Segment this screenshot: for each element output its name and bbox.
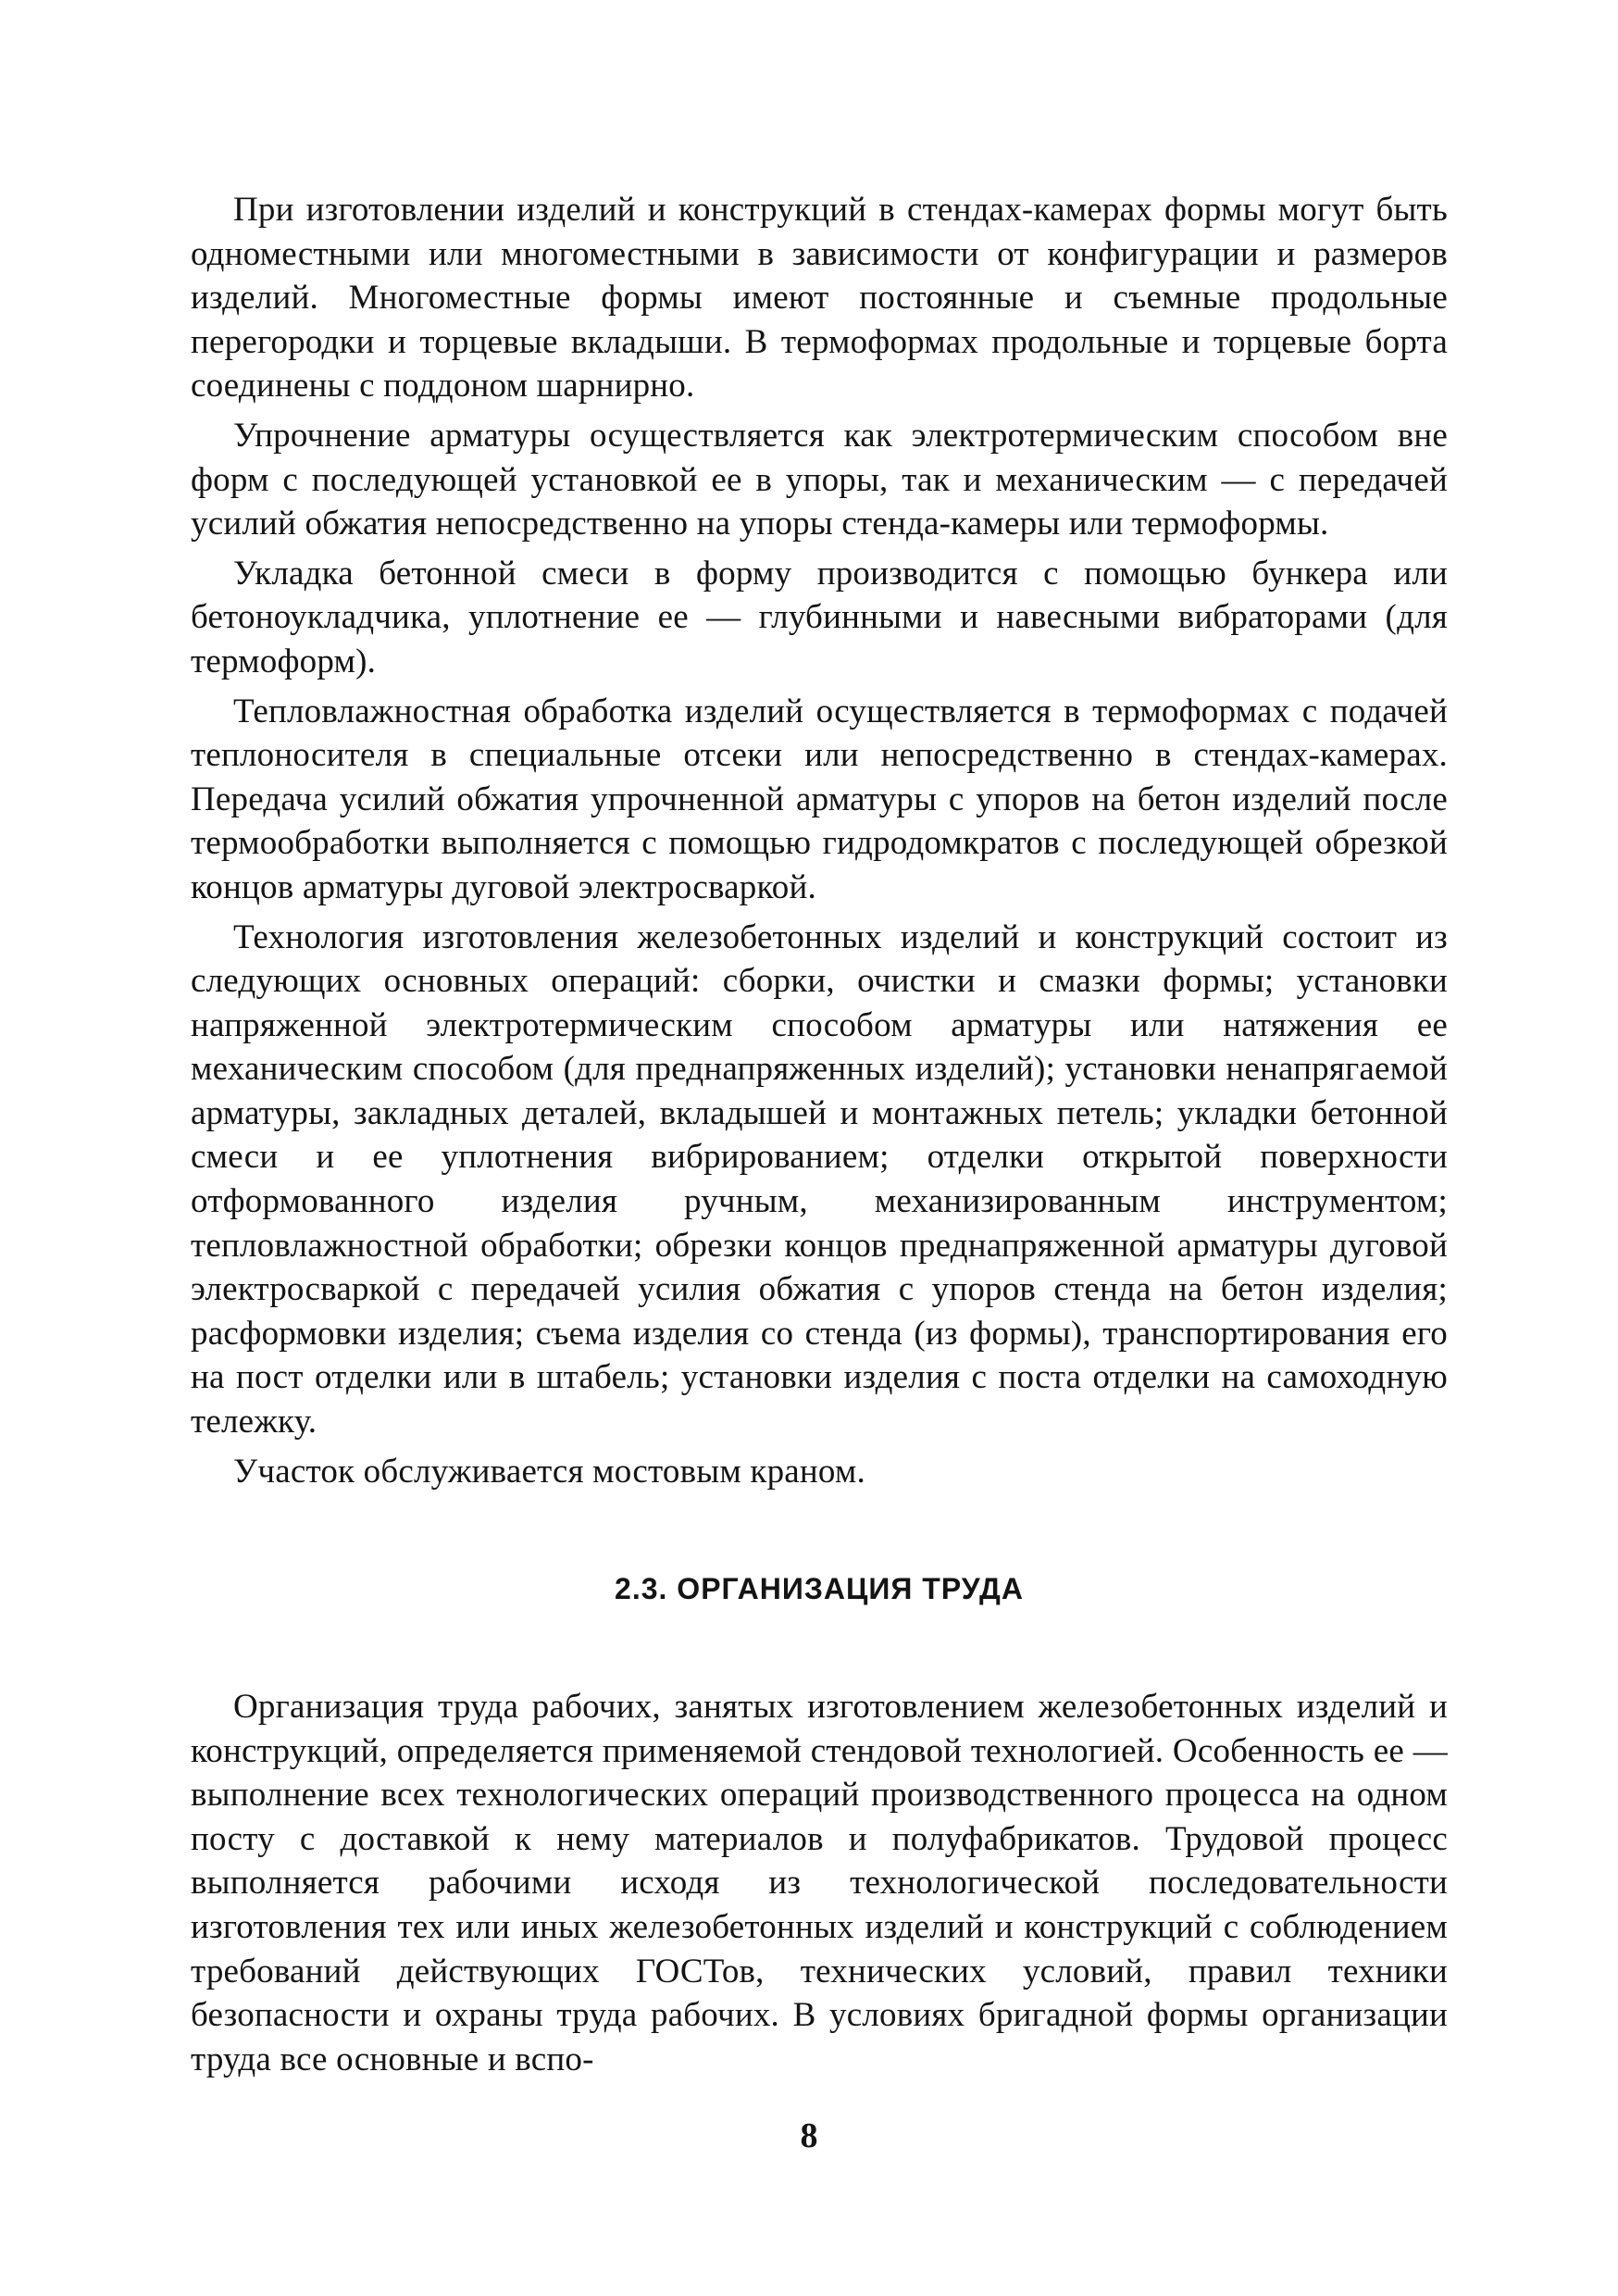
section-heading: 2.3. ОРГАНИЗАЦИЯ ТРУДА [615, 1572, 1024, 1605]
paragraph-crane-service: Участок обслуживается мостовым краном. [233, 1452, 865, 1491]
body-text-lower [191, 1685, 1448, 2081]
paragraph-reinforcement-hardening: Упрочнение арматуры осуществляется как электротермическим способом вне форм с последующей установкой ее в упоры, так и механическим — с передачей усилий обжатия непосредственно на упоры стенда-камеры или термоформы. [191, 416, 1448, 543]
paragraph-concrete-placement: Укладка бетонной смеси в форму производится с помощью бункера или бетоноукладчика, уплотнение ее — глубинными и навесными вибраторами (для термоформ). [191, 554, 1448, 680]
paragraph-heat-moisture-treatment: Тепловлажностная обработка изделий осуществляется в термоформах с подачей теплоносителя в специальные отсеки или непосредственно в стендах-камерах. Передача усилий обжатия упрочненной арматуры с упоров на бетон изделий после термообработки выполняется с помощью гидродомкратов с последующей обрезкой концов арматуры дуговой электросваркой. [191, 692, 1448, 906]
paragraph-technology-operations: Технология изготовления железобетонных изделий и конструкций состоит из следующих основных операций: сборки, очистки и смазки формы; установки напряженной электротермическим способом арматуры или натяжения ее механическим способом (для преднапряженных изделий); установки ненапрягаемой арматуры, закладных деталей, вкладышей и монтажных петель; укладки бетонной смеси и ее уплотнения вибрированием; отделки открытой поверхности отформованного изделия ручным, механизированным инструментом; тепловлажностной обработки; обрезки концов преднапряженной арматуры дуговой электросваркой с передачей усилия обжатия с упоров стенда на бетон изделия; расформовки изделия; съема изделия со стенда (из формы), транспортирования его на пост отделки или в штабель; установки изделия с поста отделки на самоходную тележку. [191, 917, 1448, 1441]
paragraph-forms: При изготовлении изделий и конструкций в стендах-камерах формы могут быть одноместными или многоместными в зависимости от конфигурации и размеров изделий. Многоместные формы имеют постоянные и съемные продольные перегородки и торцевые вкладыши. В термоформах продольные и торцевые борта соединены с поддоном шарнирно. [191, 191, 1448, 406]
paragraph-labor-organization: Организация труда рабочих, занятых изготовлением железобетонных изделий и конструкций, определяется применяемой стендовой технологией. Особенность ее — выполнение всех технологических операций производственного процесса на одном посту с доставкой к нему материалов и полуфабрикатов. Трудовой процесс выполняется рабочими исходя из технологической последовательности изготовления тех или иных железобетонных изделий и конструкций с соблюдением требований действующих ГОСТов, технических условий, правил техники безопасности и охраны труда рабочих. В условиях бригадной формы организации труда все основные и вспо- [191, 1688, 1448, 2078]
body-text-upper [191, 188, 1448, 1493]
page-number: 8 [800, 2116, 818, 2155]
